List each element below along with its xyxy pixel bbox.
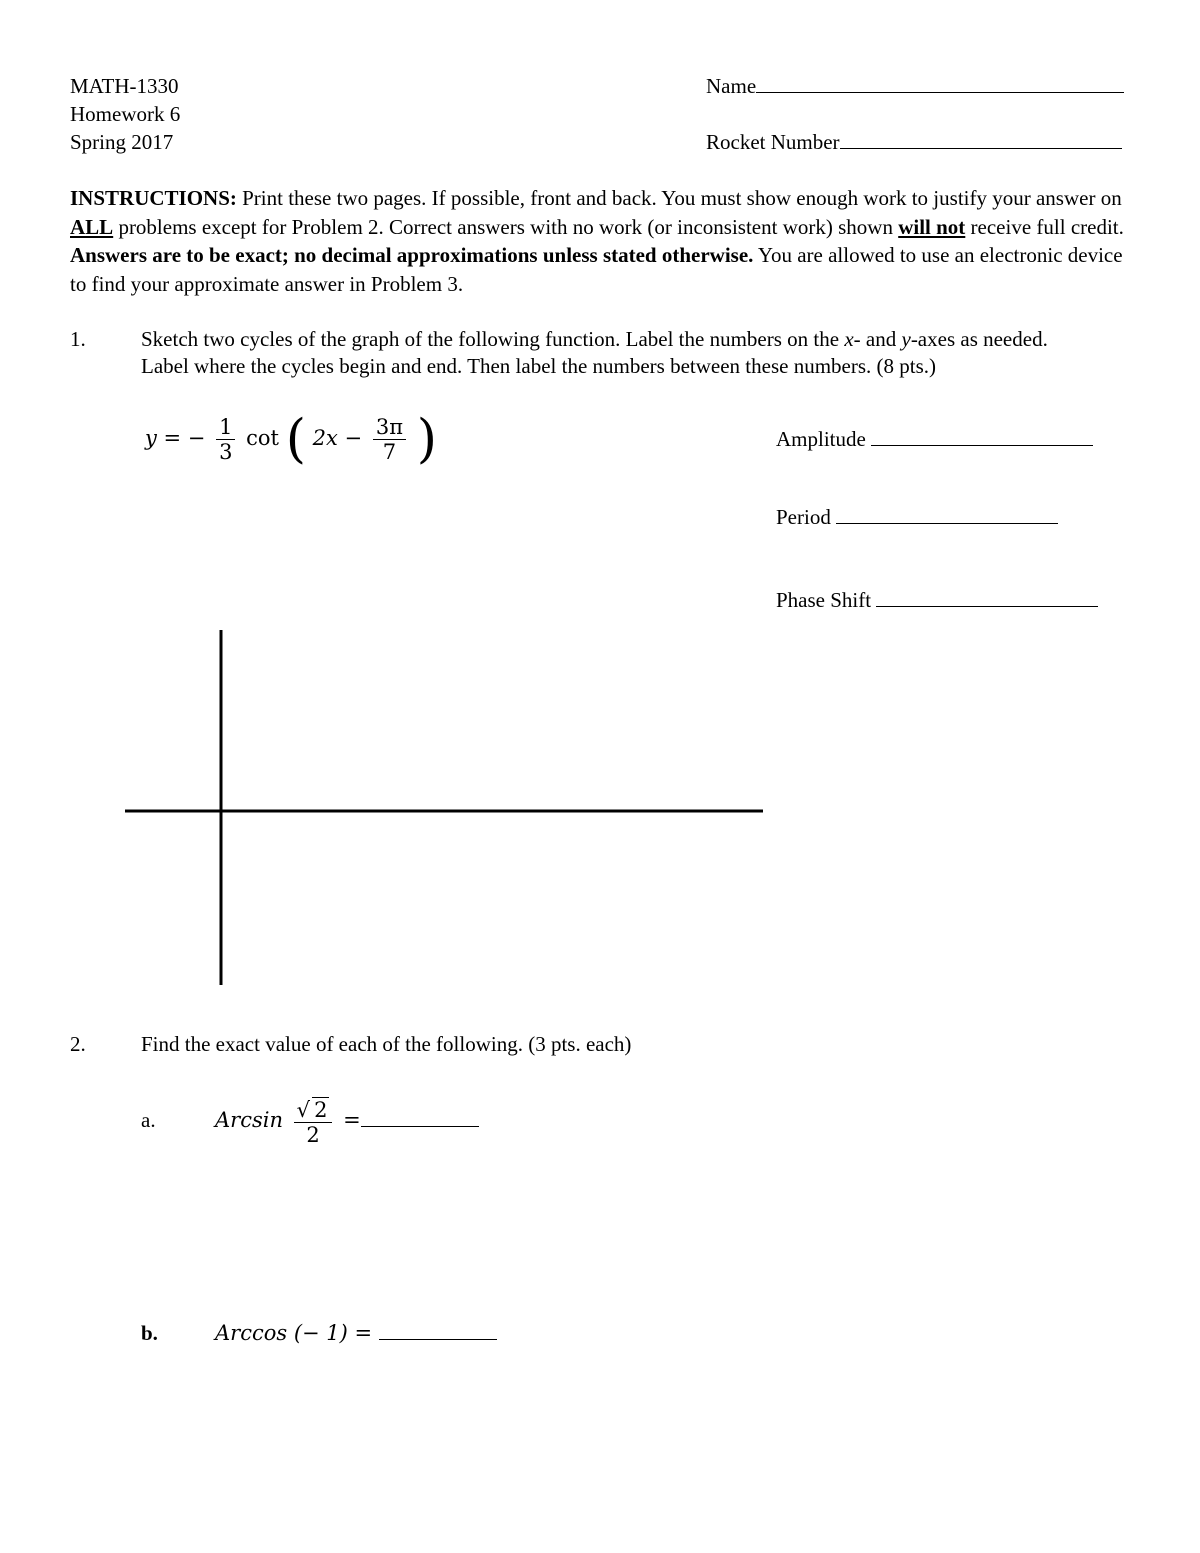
p2b-blank[interactable] [379,1321,497,1340]
eq-paren-close: ) [416,409,437,470]
p2b-label-text: b. [141,1321,158,1345]
instructions-all: ALL [70,214,114,239]
problem1-number: 1. [70,327,86,351]
p2a-eq: = [343,1108,361,1132]
p2a-sqrt: 2 [314,1097,328,1122]
eq-frac1-den: 3 [219,440,233,464]
eq-lhs: y = − [145,426,206,450]
problem2a-expression [215,1090,479,1150]
p2a-num: √ 2 [294,1097,333,1123]
p2a-blank[interactable] [361,1108,479,1127]
problem2b-expression [215,1319,497,1347]
instructions-text-4: You are allowed to use an electronic device to find your approximate answer in Problem 3. [70,243,1123,296]
period-label: Period [776,505,831,529]
instructions-exact: Answers are to be exact; no decimal approximations unless stated otherwise. [70,243,754,267]
instructions-label: INSTRUCTIONS: [70,186,237,210]
problem1-line1-a: Sketch two cycles of the graph of the following function. Label the numbers on the [141,327,845,351]
course-code: MATH-1330 [70,74,179,98]
problem2a-label: a. [141,1108,156,1132]
instructions-will-not: will not [898,214,966,239]
problem1-y: y [901,327,911,351]
problem1-line2: Label where the cycles begin and end. Then label the numbers between these numbers. (8 pts.) [141,354,937,378]
problem2-number: 2. [70,1032,86,1056]
eq-frac2-den: 7 [382,440,397,464]
p2a-den: 2 [306,1122,320,1147]
p2a-func: Arcsin [215,1108,283,1132]
problem1-line1-c: -axes as needed. [910,327,1048,351]
p2b-expr: Arccos (− 1) = [215,1321,373,1345]
instructions-text-2: problems except for Problem 2. Correct answers with no work (or inconsistent work) shown [113,214,899,239]
problem2-prompt: Find the exact value of each of the following. (3 pts. each) [141,1032,632,1056]
amplitude-label: Amplitude [776,427,866,451]
term: Spring 2017 [70,130,174,154]
problem2b-label [141,1319,158,1347]
eq-paren-open: ( [285,409,306,470]
assignment-title: Homework 6 [70,102,181,126]
eq-frac2-num: 3π [373,415,406,440]
instructions-text-1: Print these two pages. If possible, front and back. You must show enough work to justify your answer on [236,186,1122,210]
instructions-text-3: receive full credit. [965,214,1124,239]
eq-frac1-num: 1 [216,415,235,440]
p2a-fraction [294,1097,333,1147]
problem1-line1-b: - and [853,327,902,351]
phase-shift-label: Phase Shift [776,588,872,612]
eq-inner: 2x − [312,426,363,450]
name-label: Name [706,74,757,98]
rocket-label: Rocket Number [706,130,840,154]
eq-func: cot [246,426,279,450]
problem1-x: x [844,327,854,351]
